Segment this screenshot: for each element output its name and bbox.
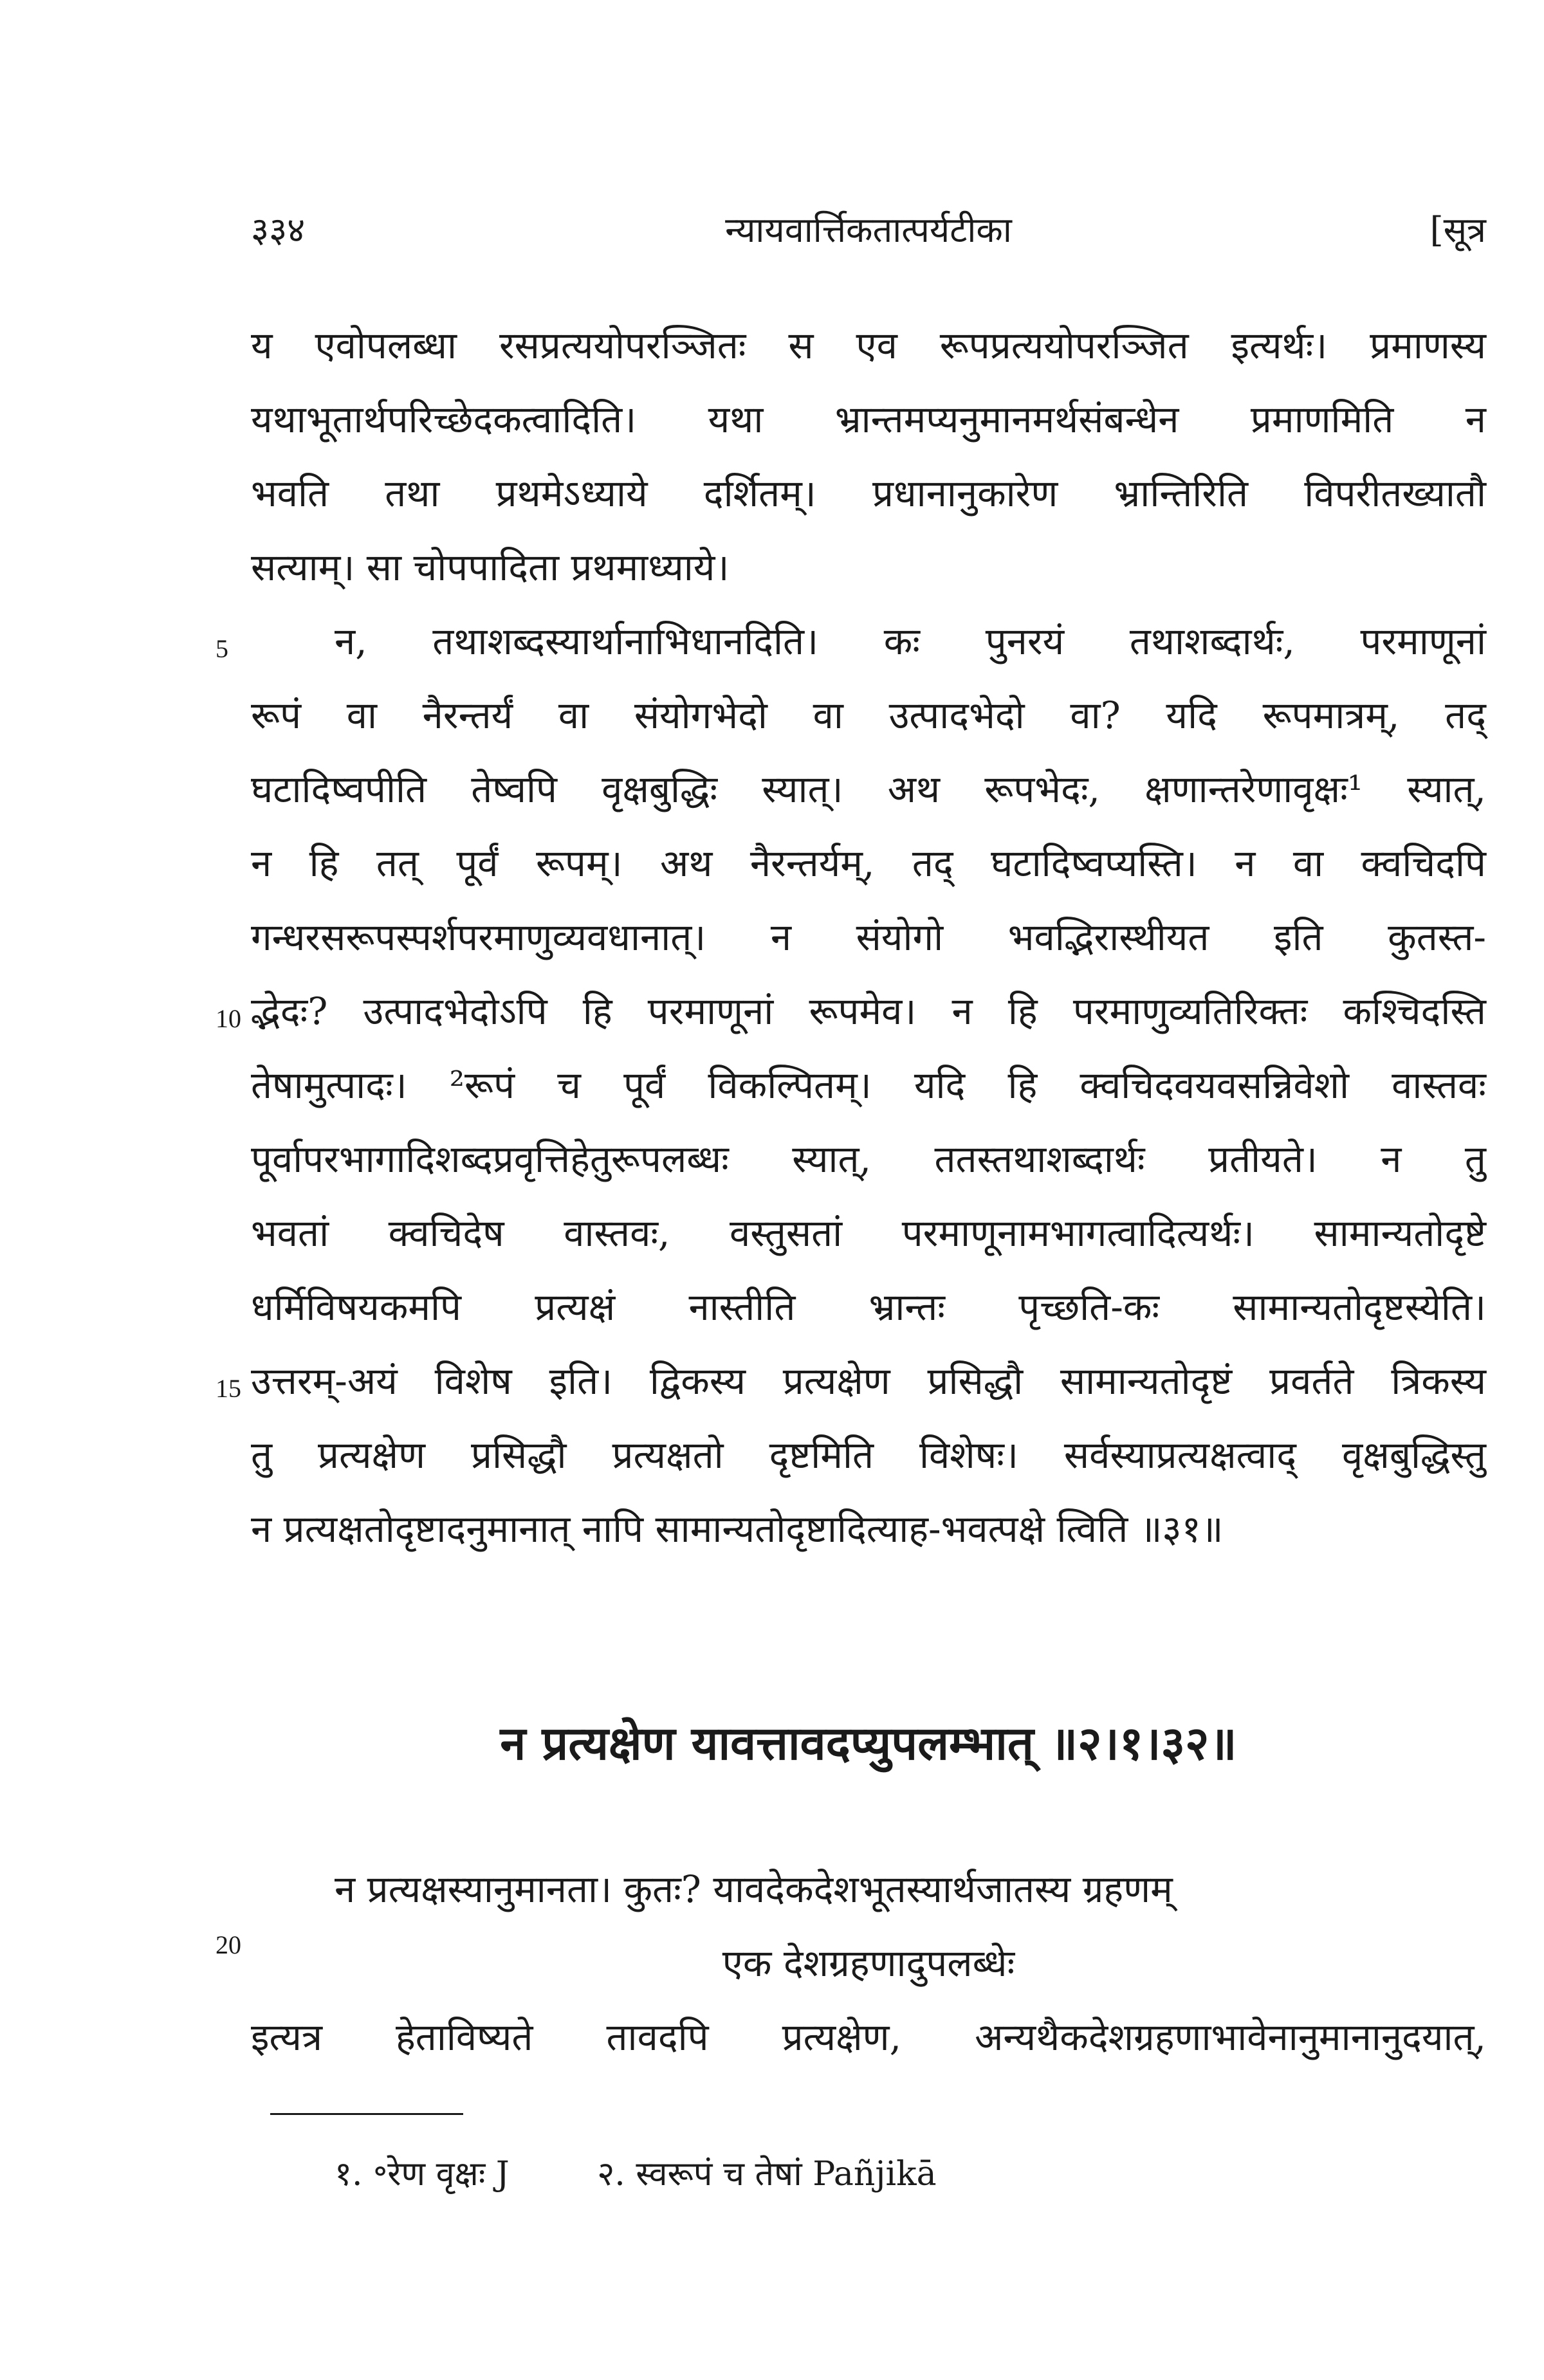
running-header [251,205,1486,256]
line-number-5: 5 [216,634,228,663]
line-number-10: 10 [216,1004,241,1033]
footnotes [335,2148,1428,2200]
section-marker: [सूत्र [1429,210,1486,250]
text-line: य एवोपलब्धा रसप्रत्ययोपरञ्जितः स एव रूपप्रत्ययोपरञ्जित इत्यर्थः। प्रमाणस्य [251,324,1486,367]
text-line: तेषामुत्पादः। ²रूपं च पूर्वं विकल्पितम्। यदि हि क्वचिदवयवसन्निवेशो वास्तवः [251,1063,1486,1107]
text-line: सत्याम्। सा चोपपादिता प्रथमाध्याये। [251,545,730,589]
text-line: उत्तरम्-अयं विशेष इति। द्विकस्य प्रत्यक्षेण प्रसिद्धौ सामान्यतोदृष्टं प्रवर्तते त्रिकस्य [251,1359,1486,1403]
text-line: रूपं वा नैरन्तर्यं वा संयोगभेदो वा उत्पादभेदो वा? यदि रूपमात्रम्, तद् [251,693,1486,737]
text-line: न प्रत्यक्षतोदृष्टादनुमानात् नापि सामान्यतोदृष्टादित्याह-भवत्पक्षे त्विति ॥३१॥ [251,1507,1224,1551]
bhashya-text [251,1853,1486,2074]
footnote-2: २. स्वरूपं च तेषां Pañjikā [597,2155,937,2193]
text-line: पूर्वापरभागादिशब्दप्रवृत्तिहेतुरूपलब्धः स्यात्, ततस्तथाशब्दार्थः प्रतीयते। न तु [251,1137,1486,1181]
footnote-1: १. ॰रेण वृक्षः J [335,2155,510,2193]
line-number-15: 15 [216,1374,241,1403]
running-title: न्यायवार्त्तिकतात्पर्यटीका [725,210,1012,250]
text-line: भवति तथा प्रथमेऽध्याये दर्शितम्। प्रधानानुकारेण भ्रान्तिरिति विपरीतख्यातौ [251,471,1486,515]
text-line: धर्मिविषयकमपि प्रत्यक्षं नास्तीति भ्रान्तः पृच्छति-कः सामान्यतोदृष्टस्येति। [251,1285,1486,1329]
text-line: तु प्रत्यक्षेण प्रसिद्धौ प्रत्यक्षतो दृष्टमिति विशेषः। सर्वस्याप्रत्यक्षत्वाद् वृक्षबुद्धिस्तु [251,1433,1486,1477]
quoted-sutra-line: एक देशग्रहणादुपलब्धेः [722,1941,1015,1985]
line-number-20: 20 [216,1930,241,1959]
text-line: न हि तत् पूर्वं रूपम्। अथ नैरन्तर्यम्, तद् घटादिष्वप्यस्ति। न वा क्वचिदपि [251,841,1486,885]
sutra-heading: न प्रत्यक्षेण यावत्तावदप्युपलम्भात् ॥२।१।३२॥ [500,1716,1237,1770]
text-line: न प्रत्यक्षस्यानुमानता। कुतः? यावदेकदेशभूतस्यार्थजातस्य ग्रहणम् [335,1867,1173,1911]
text-line: इत्यत्र हेताविष्यते तावदपि प्रत्यक्षेण, अन्यथैकदेशग्रहणाभावेनानुमानानुदयात्, [251,2015,1486,2059]
text-line: भवतां क्वचिदेष वास्तवः, वस्तुसतां परमाणूनामभागत्वादित्यर्थः। सामान्यतोदृष्टे [251,1211,1486,1255]
text-line: गन्धरसरूपस्पर्शपरमाणुव्यवधानात्। न संयोगो भवद्भिरास्थीयत इति कुतस्त- [251,915,1486,959]
text-line: घटादिष्वपीति तेष्वपि वृक्षबुद्धिः स्यात्। अथ रूपभेदः, क्षणान्तरेणावृक्षः¹ स्यात्, [251,767,1486,811]
text-line: न, तथाशब्दस्यार्थानाभिधानदिति। कः पुनरयं तथाशब्दार्थः, परमाणूनां [335,619,1486,663]
commentary-text [251,309,1486,1566]
text-line: द्भेदः? उत्पादभेदोऽपि हि परमाणूनां रूपमेव। न हि परमाणुव्यतिरिक्तः कश्चिदस्ति [251,989,1486,1033]
text-line: यथाभूतार्थपरिच्छेदकत्वादिति। यथा भ्रान्तमप्यनुमानमर्थसंबन्धेन प्रमाणमिति न [251,398,1486,441]
footnote-rule [270,2113,463,2115]
page-number: ३३४ [251,210,306,250]
